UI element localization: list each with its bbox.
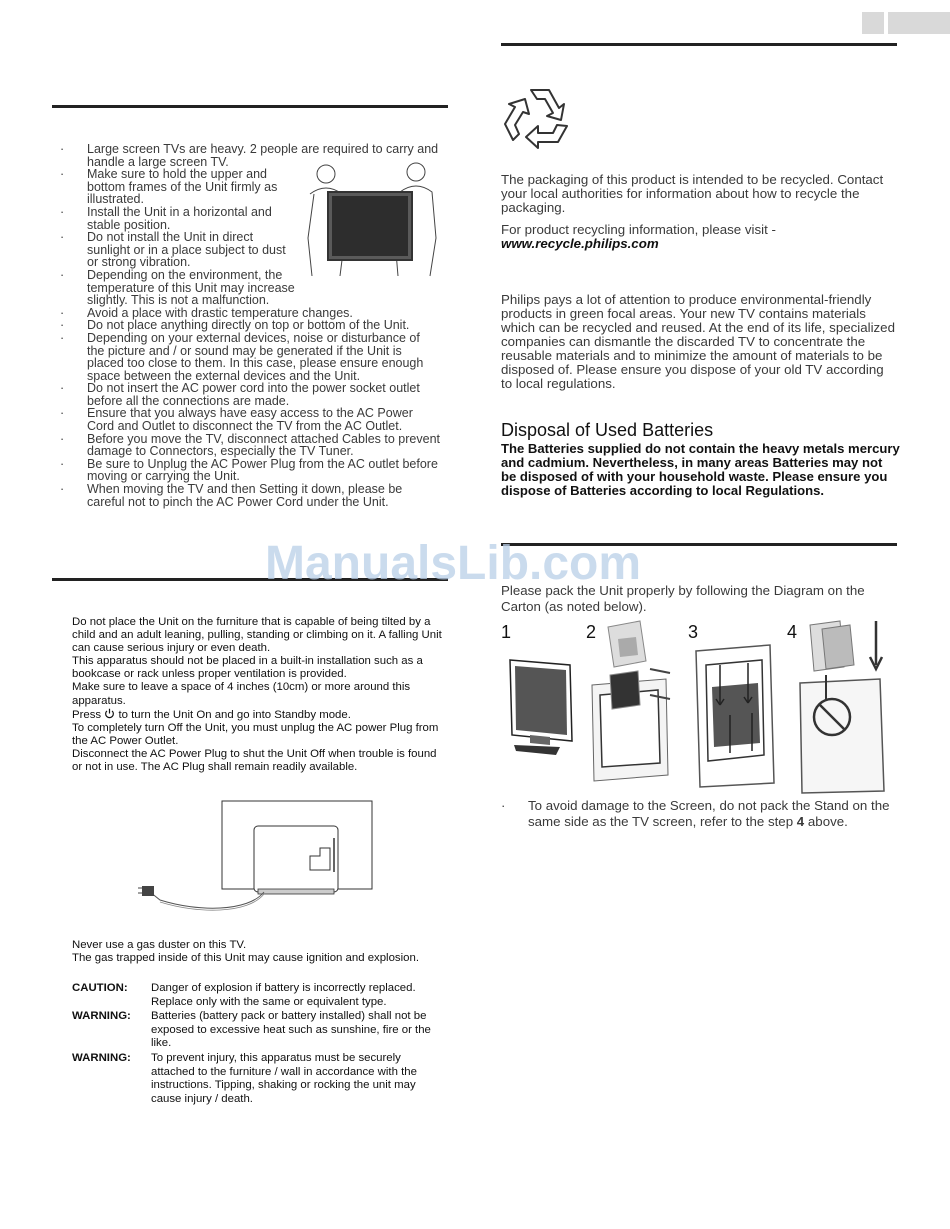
step4-box-close-illustration	[800, 621, 884, 793]
recycle-icon	[503, 82, 577, 156]
gas-duster-warning: Never use a gas duster on this TV. The gas trapped inside of this Unit may cause ignition and explosion.	[72, 939, 419, 965]
page-tab-marker	[862, 12, 884, 34]
list-item: · Be sure to Unplug the AC Power Plug from the AC outlet before moving or carrying the Unit.	[60, 456, 438, 484]
packaging-recycle-text: The packaging of this product is intended to be recycled. Contact your local authorities for information about how to recycle the packaging.	[501, 172, 884, 215]
table-row: CAUTION: Danger of explosion if battery is incorrectly replaced. Replace only with the same or equivalent type.	[72, 982, 416, 1008]
manualslib-watermark: ManualsLib.com	[265, 537, 642, 590]
step1-tv-illustration	[510, 660, 572, 755]
handling-precautions-list	[60, 143, 440, 508]
recycling-info: For product recycling information, please visit - www.recycle.philips.com	[501, 223, 896, 251]
warning-line: Disconnect the AC Power Plug to shut the Unit Off when trouble is found or not in use. The AC Plug shall remain readily available.	[72, 747, 437, 774]
placement-warning-block	[72, 616, 442, 774]
tv-power-cord-illustration	[138, 800, 376, 912]
stand-packing-note: · To avoid damage to the Screen, do not pack the Stand on the same side as the TV screen, refer to the step 4 above.	[501, 798, 890, 829]
step-number: 2	[586, 622, 597, 642]
batteries-heading: Disposal of Used Batteries	[501, 420, 714, 440]
list-item: · Depending on your external devices, noise or disturbance of the picture and / or sound may be generated if the Unit is placed too close to them. In this case, please ensure enough space between the external devices and the Unit.	[60, 330, 424, 383]
batteries-text: The Batteries supplied do not contain the heavy metals mercury and cadmium. Nevertheless, in many areas Batteries may not be disposed of with your household waste. Please ensure you dispose of Batteries according to local Regulations.	[501, 441, 900, 498]
section-rule-right-1	[501, 43, 897, 46]
list-item: · Make sure to hold the upper and bottom frames of the Unit firmly as illustrated.	[60, 167, 278, 207]
step3-box-insert-illustration	[696, 645, 774, 787]
packing-steps-illustration	[500, 615, 895, 795]
list-item: · Do not insert the AC power cord into the power socket outlet before all the connections are made.	[60, 381, 420, 408]
section-rule-left-1	[52, 105, 448, 108]
step-number: 4	[787, 622, 798, 642]
philips-environment-text: Philips pays a lot of attention to produce environmental-friendly products in green focal areas. Your new TV contains materials which can be recycled and reused. At the end of its life, specialized companies can dismantle the discarded TV to concentrate the reusable materials and to minimize the amount of materials to be disposed of. Please ensure you dispose of your old TV according to local regulations.	[501, 292, 895, 391]
power-icon	[104, 708, 115, 719]
recycle-url: www.recycle.philips.com	[501, 236, 659, 251]
list-item: · Do not install the Unit in direct sunlight or in a place subject to dust or strong vibration.	[60, 230, 286, 270]
warning-line: Do not place the Unit on the furniture that is capable of being tilted by a child and an adult leaning, pulling, standing or climbing on it. A falling Unit can cause serious injury or even death.	[72, 616, 442, 655]
list-item: · Install the Unit in a horizontal and stable position.	[60, 204, 272, 232]
list-item: · Avoid a place with drastic temperature changes.	[60, 305, 353, 320]
step-number: 3	[688, 622, 699, 642]
warning-line: To completely turn Off the Unit, you must unplug the AC power Plug from the AC Power Outlet.	[72, 721, 439, 747]
standby-line: Press to turn the Unit On and go into Standby mode.	[72, 708, 351, 721]
list-item: · Before you move the TV, disconnect attached Cables to prevent damage to Connectors, especially the TV Tuner.	[60, 431, 440, 459]
step-number: 1	[501, 622, 512, 642]
table-row: WARNING: Batteries (battery pack or battery installed) shall not be exposed to excessive heat such as sunshine, fire or the like.	[72, 1010, 431, 1050]
packing-instruction: Please pack the Unit properly by following the Diagram on the Carton (as noted below).	[501, 583, 865, 614]
list-item: · Depending on the environment, the temperature of this Unit may increase slightly. This is not a malfunction.	[60, 267, 295, 308]
list-item: · Large screen TVs are heavy. 2 people are required to carry and handle a large screen TV.	[60, 142, 439, 169]
step2-wrap-illustration	[592, 621, 670, 781]
page-tab-label	[888, 12, 950, 34]
caution-warning-table	[72, 982, 442, 1107]
list-item: · Do not place anything directly on top or bottom of the Unit.	[60, 318, 410, 333]
warning-line: Make sure to leave a space of 4 inches (10cm) or more around this apparatus.	[72, 681, 411, 707]
list-item: · Ensure that you always have easy access to the AC Power Cord and Outlet to disconnect the TV from the AC Outlet.	[60, 406, 413, 434]
list-item: · When moving the TV and then Setting it down, please be careful not to pinch the AC Power Cord under the Unit.	[60, 482, 403, 509]
warning-line: This apparatus should not be placed in a built-in installation such as a bookcase or rack unless proper ventilation is provided.	[72, 655, 423, 681]
table-row: WARNING: To prevent injury, this apparatus must be securely attached to the furniture / wall in accordance with the instructions. Tipping, shaking or rocking the unit may cause injury / death.	[72, 1051, 417, 1105]
